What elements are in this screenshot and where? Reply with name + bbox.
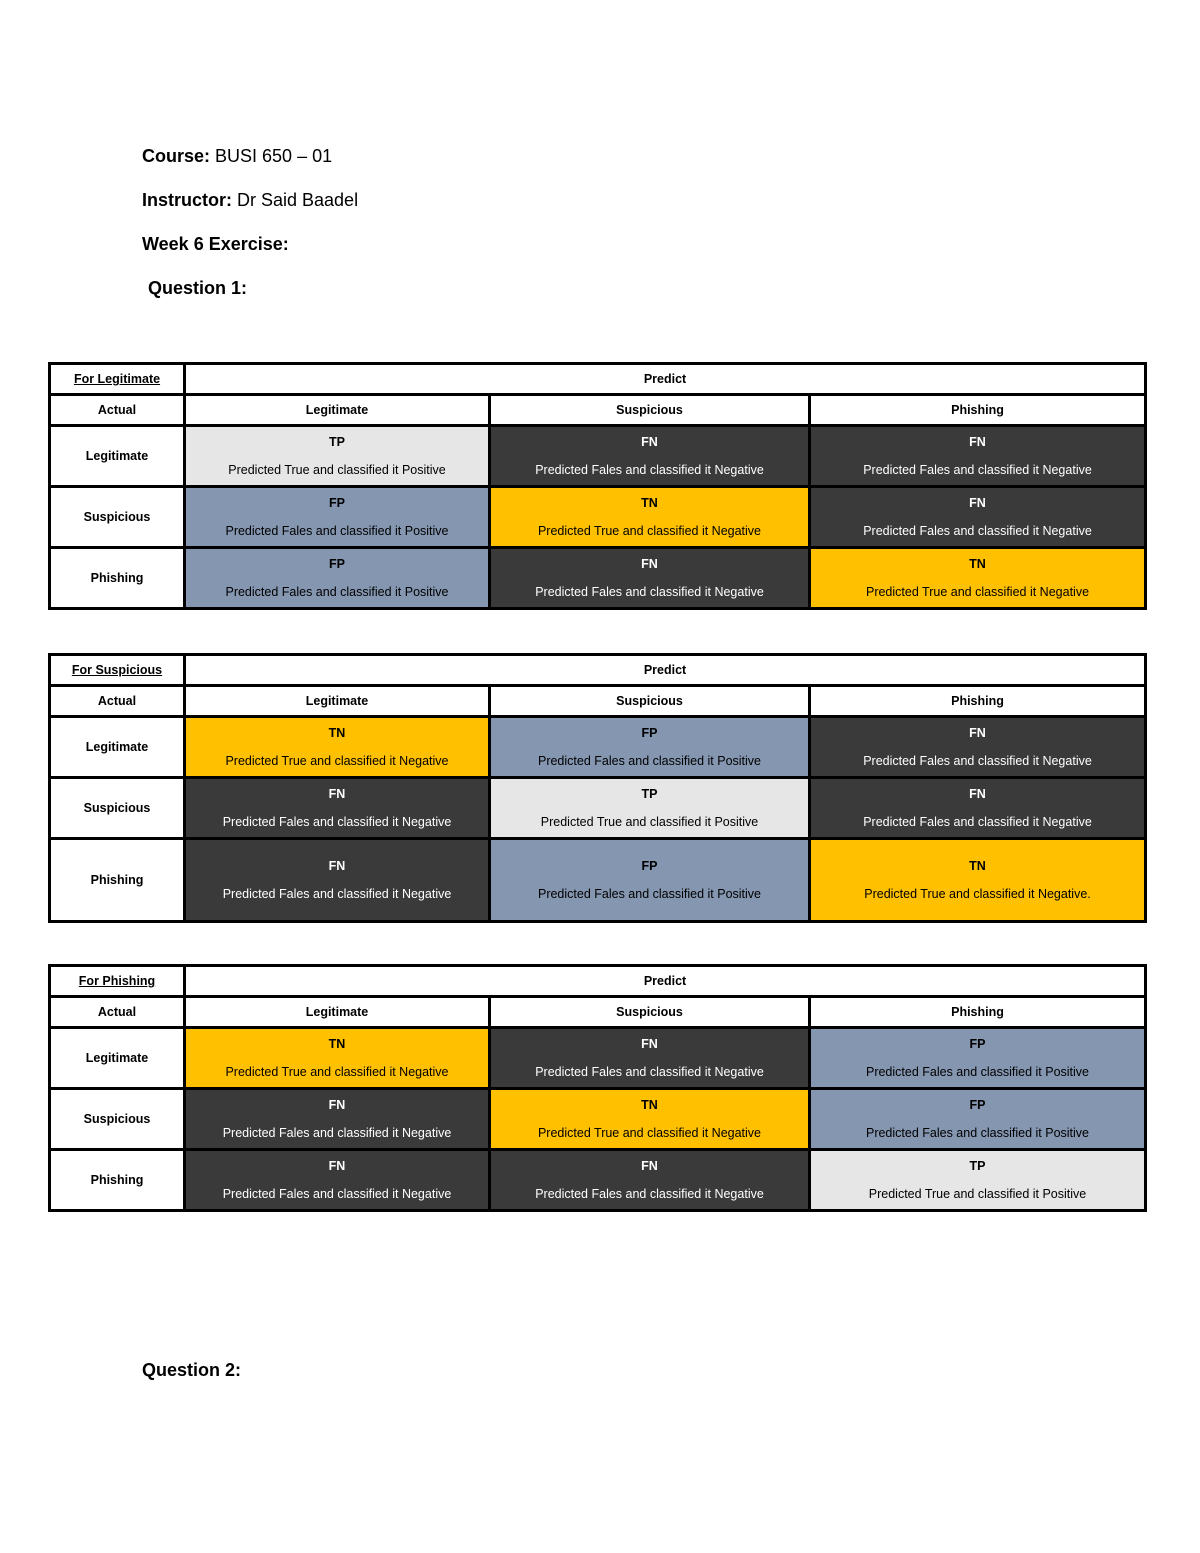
- table-corner-label: For Legitimate: [50, 364, 185, 395]
- cell-code: TP: [329, 435, 345, 449]
- cell-code: FN: [641, 1159, 658, 1173]
- row-label: Legitimate: [50, 717, 185, 778]
- cell-description: Predicted True and classified it Negative: [225, 1065, 449, 1079]
- matrix-cell: [490, 717, 810, 778]
- week-label: Week 6 Exercise:: [142, 234, 289, 254]
- actual-header: Actual: [50, 395, 185, 426]
- cell-description: Predicted True and classified it Negative: [865, 585, 1090, 599]
- row-label: Legitimate: [50, 426, 185, 487]
- matrix-cell: [810, 1089, 1146, 1150]
- column-header: Phishing: [810, 997, 1146, 1028]
- row-label: Phishing: [50, 1150, 185, 1211]
- cell-code: FN: [641, 435, 658, 449]
- row-label: Suspicious: [50, 487, 185, 548]
- cell-code: FP: [641, 859, 658, 873]
- cell-code: FN: [328, 787, 346, 801]
- matrix-cell: [185, 778, 490, 839]
- cell-description: Predicted Fales and classified it Positive: [225, 585, 449, 599]
- cell-code: FP: [641, 726, 658, 740]
- matrix-cell: [810, 839, 1146, 922]
- cell-description: Predicted True and classified it Negative: [225, 754, 449, 768]
- cell-code: FN: [641, 557, 658, 571]
- cell-code: TN: [969, 859, 986, 873]
- cell-description: Predicted Fales and classified it Positive: [225, 524, 449, 538]
- cell-code: FN: [328, 859, 346, 873]
- matrix-cell: [810, 717, 1146, 778]
- instructor-value: Dr Said Baadel: [232, 190, 359, 210]
- cell-code: FP: [329, 496, 345, 510]
- matrix-cell: [185, 426, 490, 487]
- cell-description: Predicted True and classified it Positive: [868, 1187, 1087, 1201]
- cell-description: Predicted True and classified it Negative.: [864, 887, 1091, 901]
- column-header: Legitimate: [185, 997, 490, 1028]
- table-row: [50, 1028, 1146, 1089]
- table-row: [50, 778, 1146, 839]
- cell-description: Predicted True and classified it Positive: [540, 815, 759, 829]
- row-label: Phishing: [50, 548, 185, 609]
- confusion-matrix-phishing: [48, 964, 1147, 1212]
- cell-description: Predicted Fales and classified it Negative: [863, 463, 1092, 477]
- cell-code: FN: [969, 726, 986, 740]
- matrix-cell: [490, 839, 810, 922]
- matrix-cell: [490, 778, 810, 839]
- predict-header: Predict: [185, 364, 1146, 395]
- instructor-label: Instructor:: [142, 190, 232, 210]
- table-corner-label: For Suspicious: [50, 655, 185, 686]
- column-header: Phishing: [810, 686, 1146, 717]
- cell-description: Predicted Fales and classified it Negative: [863, 754, 1092, 768]
- matrix-cell: [810, 426, 1146, 487]
- matrix-cell: [490, 1150, 810, 1211]
- matrix-cell: [185, 1150, 490, 1211]
- cell-description: Predicted Fales and classified it Negative: [863, 524, 1092, 538]
- table-row: [50, 839, 1146, 922]
- question-2-heading: Question 2:: [142, 1360, 242, 1380]
- table-row: [50, 1089, 1146, 1150]
- matrix-cell: [490, 1028, 810, 1089]
- cell-code: TN: [328, 726, 346, 740]
- cell-code: TP: [641, 787, 658, 801]
- cell-code: FP: [969, 1098, 986, 1112]
- cell-description: Predicted True and classified it Negative: [537, 1126, 762, 1140]
- actual-header: Actual: [50, 997, 185, 1028]
- column-header: Legitimate: [185, 395, 490, 426]
- cell-description: Predicted True and classified it Positive: [228, 463, 446, 477]
- cell-code: FN: [969, 435, 986, 449]
- column-header: Suspicious: [490, 997, 810, 1028]
- matrix-cell: [810, 1150, 1146, 1211]
- column-header: Phishing: [810, 395, 1146, 426]
- table-corner-label: For Phishing: [50, 966, 185, 997]
- course-line: [142, 145, 332, 167]
- row-label: Suspicious: [50, 778, 185, 839]
- instructor-line: [142, 189, 358, 211]
- cell-description: Predicted Fales and classified it Positive: [865, 1065, 1090, 1079]
- column-header: Suspicious: [490, 395, 810, 426]
- table-row: [50, 548, 1146, 609]
- cell-description: Predicted Fales and classified it Negative: [222, 815, 452, 829]
- column-header: Suspicious: [490, 686, 810, 717]
- confusion-matrix-legitimate: [48, 362, 1147, 610]
- cell-code: FP: [329, 557, 345, 571]
- cell-description: Predicted Fales and classified it Positive: [537, 887, 762, 901]
- cell-description: Predicted True and classified it Negative: [537, 524, 762, 538]
- table-row: [50, 487, 1146, 548]
- cell-code: FN: [641, 1037, 658, 1051]
- cell-code: TN: [641, 1098, 658, 1112]
- course-label: Course:: [142, 146, 211, 166]
- cell-description: Predicted Fales and classified it Negative: [222, 1126, 452, 1140]
- matrix-cell: [185, 487, 490, 548]
- cell-description: Predicted Fales and classified it Negative: [222, 1187, 452, 1201]
- cell-code: TP: [969, 1159, 986, 1173]
- matrix-cell: [490, 487, 810, 548]
- cell-code: FN: [328, 1159, 346, 1173]
- table-row: [50, 717, 1146, 778]
- course-value: BUSI 650 – 01: [210, 146, 333, 166]
- matrix-cell: [810, 1028, 1146, 1089]
- cell-code: FN: [328, 1098, 346, 1112]
- cell-code: TN: [641, 496, 658, 510]
- cell-description: Predicted Fales and classified it Positive: [865, 1126, 1090, 1140]
- cell-code: TN: [969, 557, 986, 571]
- cell-description: Predicted Fales and classified it Positive: [537, 754, 762, 768]
- matrix-cell: [185, 1089, 490, 1150]
- matrix-cell: [490, 548, 810, 609]
- column-header: Legitimate: [185, 686, 490, 717]
- cell-code: FN: [969, 496, 986, 510]
- question-1-heading: Question 1:: [148, 278, 248, 298]
- cell-description: Predicted Fales and classified it Negative: [222, 887, 452, 901]
- cell-description: Predicted Fales and classified it Negative: [535, 463, 764, 477]
- week-line: [142, 233, 289, 255]
- cell-description: Predicted Fales and classified it Negative: [535, 1065, 764, 1079]
- matrix-cell: [810, 487, 1146, 548]
- matrix-cell: [185, 548, 490, 609]
- actual-header: Actual: [50, 686, 185, 717]
- row-label: Phishing: [50, 839, 185, 922]
- matrix-cell: [490, 1089, 810, 1150]
- row-label: Legitimate: [50, 1028, 185, 1089]
- cell-description: Predicted Fales and classified it Negative: [535, 1187, 764, 1201]
- cell-description: Predicted Fales and classified it Negative: [535, 585, 764, 599]
- matrix-cell: [810, 778, 1146, 839]
- cell-description: Predicted Fales and classified it Negative: [863, 815, 1092, 829]
- cell-code: TN: [328, 1037, 346, 1051]
- matrix-cell: [810, 548, 1146, 609]
- cell-code: FP: [969, 1037, 986, 1051]
- confusion-matrix-suspicious: [48, 653, 1147, 923]
- table-row: [50, 1150, 1146, 1211]
- predict-header: Predict: [185, 966, 1146, 997]
- predict-header: Predict: [185, 655, 1146, 686]
- matrix-cell: [185, 717, 490, 778]
- cell-code: FN: [969, 787, 986, 801]
- row-label: Suspicious: [50, 1089, 185, 1150]
- table-row: [50, 426, 1146, 487]
- matrix-cell: [185, 1028, 490, 1089]
- matrix-cell: [185, 839, 490, 922]
- matrix-cell: [490, 426, 810, 487]
